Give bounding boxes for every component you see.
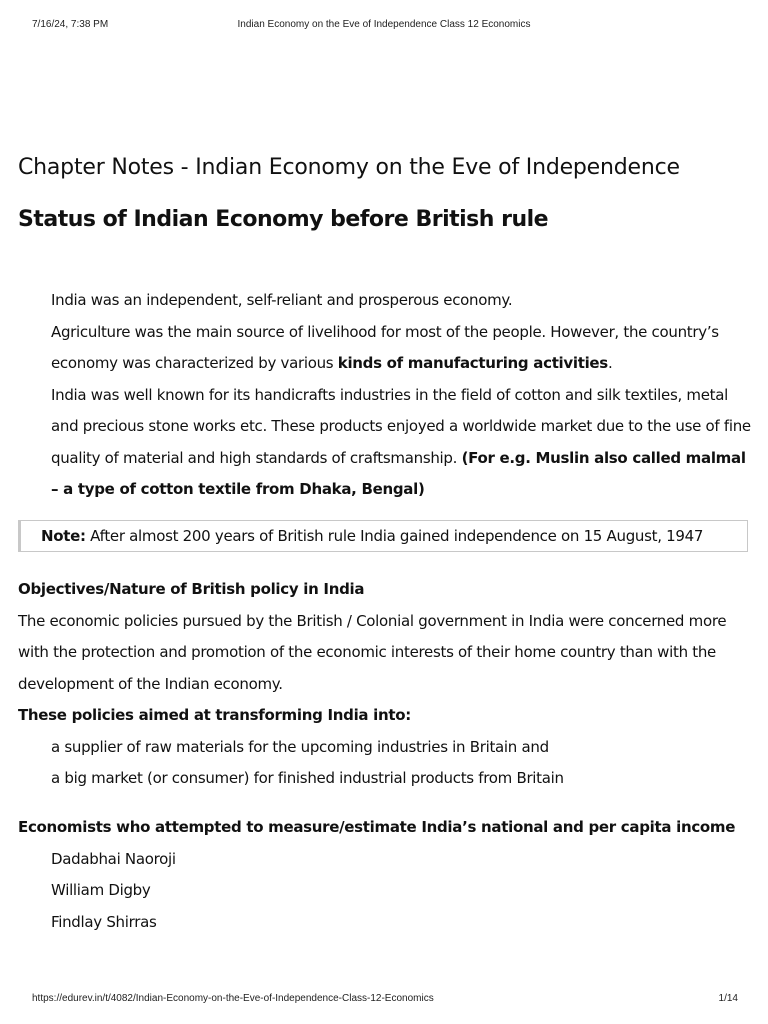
economists-heading: [18, 812, 753, 844]
source-url: https://edurev.in/t/4082/Indian-Economy-on-the-Eve-of-Independence-Class-12-Economics: [32, 993, 434, 1004]
policies-heading: [18, 700, 753, 732]
objectives-heading-text: Objectives/Nature of British policy in India: [18, 580, 365, 598]
intro-text: India was well known for its handicrafts industries in the field of cotton and silk textiles, metal and precious stone works etc. These products enjoyed a worldwide market due to the use of fine quality of material and high standards of craftsmanship.: [51, 385, 751, 467]
list-item: William Digby: [51, 881, 151, 899]
intro-paragraph: [51, 380, 751, 506]
policies-heading-text: These policies aimed at transforming India into:: [18, 706, 411, 724]
print-header: [0, 19, 768, 33]
print-datetime: 7/16/24, 7:38 PM: [32, 19, 109, 30]
list-item: Findlay Shirras: [51, 912, 157, 931]
print-doc-title: Indian Economy on the Eve of Independence Class 12 Economics: [237, 19, 531, 30]
chapter-title: Chapter Notes - Indian Economy on the Eve of Independence: [18, 155, 680, 180]
objectives-heading: [18, 574, 753, 606]
list-item: a big market (or consumer) for finished industrial products from Britain: [51, 769, 564, 787]
note-body: After almost 200 years of British rule India gained independence on 15 August, 1947: [85, 527, 704, 545]
objectives-paragraph: The economic policies pursued by the British / Colonial government in India were concerned more with the protection and promotion of the economic interests of their home country than with the development of the Indian economy.: [18, 611, 727, 693]
intro-line: India was an independent, self-reliant and prosperous economy.: [51, 291, 513, 309]
note-text: [41, 521, 703, 551]
list-item: a supplier of raw materials for the upcoming industries in Britain and: [51, 737, 549, 756]
intro-emphasis: (For e.g. Muslin also called malmal – a type of cotton textile from Dhaka, Bengal): [51, 448, 746, 498]
economists-section: [18, 812, 753, 938]
economists-heading-text: Economists who attempted to measure/estimate India’s national and per capita income: [18, 818, 736, 836]
section-title: Status of Indian Economy before British rule: [18, 207, 549, 232]
page-number: 1/14: [718, 993, 738, 1004]
note-box: [18, 520, 748, 552]
intro-list: [51, 285, 751, 506]
intro-paragraph: [51, 317, 751, 380]
objectives-section: [18, 574, 753, 795]
intro-text: .: [607, 354, 613, 372]
intro-text: Agriculture was the main source of livelihood for most of the people. However, the country’s economy was characterized by various: [51, 322, 719, 372]
note-label: Note:: [41, 527, 86, 545]
list-item: Dadabhai Naoroji: [51, 849, 176, 868]
intro-emphasis: kinds of manufacturing activities: [337, 354, 608, 372]
print-footer: [0, 993, 768, 1007]
